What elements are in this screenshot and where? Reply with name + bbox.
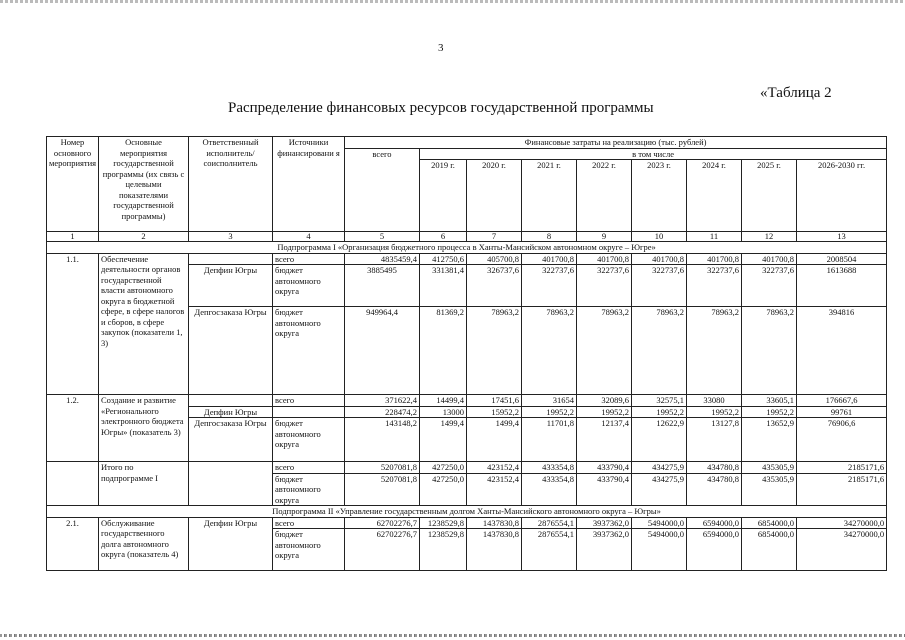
value-cell: 435305,9	[742, 473, 797, 506]
value-cell: 434780,8	[687, 473, 742, 506]
source-cell: всего	[273, 462, 345, 474]
responsible-cell: Депгосзаказа Югры	[189, 418, 273, 462]
value-cell: 1238529,8	[420, 529, 467, 571]
source-cell: бюджет автономного округа	[273, 529, 345, 571]
value-cell: 3937362,0	[577, 529, 632, 571]
value-cell: 5494000,0	[632, 529, 687, 571]
activity-number: 2.1.	[47, 517, 99, 571]
value-cell: 322737,6	[742, 265, 797, 307]
value-cell: 78963,2	[742, 307, 797, 395]
source-cell: всего	[273, 395, 345, 407]
header-year: 2020 г.	[467, 160, 522, 232]
activity-number: 1.2.	[47, 395, 99, 462]
header-financial-costs: Финансовые затраты на реализацию (тыс. рублей)	[345, 137, 887, 149]
value-cell: 5494000,0	[632, 517, 687, 529]
table-row	[47, 395, 887, 407]
value-cell: 62702276,7	[345, 517, 420, 529]
value-cell: 32575,1	[632, 395, 687, 407]
scan-edge-bottom	[0, 634, 905, 637]
value-cell: 99761	[797, 406, 887, 418]
responsible-cell: Депфин Югры	[189, 517, 273, 571]
value-cell: 19952,2	[522, 406, 577, 418]
header-year: 2022 г.	[577, 160, 632, 232]
value-cell: 6594000,0	[687, 529, 742, 571]
col-number: 6	[420, 232, 467, 242]
subprogram-1-title: Подпрограмма I «Организация бюджетного процесса в Ханты-Мансийском автономном округе – Югре»	[47, 242, 887, 254]
value-cell: 433354,8	[522, 462, 577, 474]
value-cell: 33605,1	[742, 395, 797, 407]
table-title: Распределение финансовых ресурсов государственной программы	[228, 100, 654, 116]
value-cell: 401700,8	[522, 253, 577, 265]
value-cell: 1238529,8	[420, 517, 467, 529]
header-main-activities: Основные мероприятия государственной программы (их связь с целевыми показателями государственной программы)	[99, 137, 189, 232]
col-number: 2	[99, 232, 189, 242]
value-cell: 1437830,8	[467, 529, 522, 571]
col-number: 3	[189, 232, 273, 242]
value-cell: 19952,2	[577, 406, 632, 418]
value-cell: 2185171,6	[797, 462, 887, 474]
value-cell: 1613688	[797, 265, 887, 307]
table-row	[47, 253, 887, 265]
value-cell: 32089,6	[577, 395, 632, 407]
source-cell	[273, 406, 345, 418]
value-cell: 4835459,4	[345, 253, 420, 265]
value-cell: 434780,8	[687, 462, 742, 474]
table-row	[47, 462, 887, 474]
value-cell: 17451,6	[467, 395, 522, 407]
financial-resources-table	[46, 136, 887, 571]
value-cell: 401700,8	[742, 253, 797, 265]
value-cell: 427250,0	[420, 473, 467, 506]
value-cell: 427250,0	[420, 462, 467, 474]
col-number: 9	[577, 232, 632, 242]
subprogram-2-title: Подпрограмма II «Управление государственным долгом Ханты-Мансийского автономного округа – Югры»	[47, 506, 887, 518]
value-cell: 1437830,8	[467, 517, 522, 529]
col-number: 13	[797, 232, 887, 242]
value-cell: 78963,2	[632, 307, 687, 395]
table-label: «Таблица 2	[760, 85, 832, 101]
value-cell: 2876554,1	[522, 529, 577, 571]
value-cell: 31654	[522, 395, 577, 407]
column-numbers-row	[47, 232, 887, 242]
header-total: всего	[345, 148, 420, 232]
scan-edge-top	[0, 0, 905, 3]
subprogram-1-row	[47, 242, 887, 254]
table-row	[47, 517, 887, 529]
col-number: 11	[687, 232, 742, 242]
activity-name: Обслуживание государственного долга автономного округа (показатель 4)	[99, 517, 189, 571]
value-cell: 176667,6	[797, 395, 887, 407]
header-row-1	[47, 137, 887, 149]
activity-name: Создание и развитие «Регионального электронного бюджета Югры» (показатель 3)	[99, 395, 189, 462]
value-cell: 394816	[797, 307, 887, 395]
responsible-cell: Депгосзаказа Югры	[189, 307, 273, 395]
value-cell: 76906,6	[797, 418, 887, 462]
col-number: 7	[467, 232, 522, 242]
source-cell: бюджет автономного округа	[273, 307, 345, 395]
responsible-cell: Депфин Югры	[189, 265, 273, 307]
value-cell: 3937362,0	[577, 517, 632, 529]
col-number: 10	[632, 232, 687, 242]
value-cell: 6854000,0	[742, 517, 797, 529]
value-cell: 78963,2	[577, 307, 632, 395]
value-cell: 412750,6	[420, 253, 467, 265]
header-year: 2026-2030 гг.	[797, 160, 887, 232]
value-cell: 78963,2	[467, 307, 522, 395]
col-number: 12	[742, 232, 797, 242]
value-cell: 326737,6	[467, 265, 522, 307]
value-cell: 5207081,8	[345, 473, 420, 506]
header-year: 2019 г.	[420, 160, 467, 232]
value-cell: 13000	[420, 406, 467, 418]
value-cell: 19952,2	[687, 406, 742, 418]
total-responsible-cell	[189, 462, 273, 506]
value-cell: 12622,9	[632, 418, 687, 462]
value-cell: 401700,8	[632, 253, 687, 265]
value-cell: 435305,9	[742, 462, 797, 474]
value-cell: 62702276,7	[345, 529, 420, 571]
value-cell: 78963,2	[522, 307, 577, 395]
header-year: 2024 г.	[687, 160, 742, 232]
value-cell: 434275,9	[632, 473, 687, 506]
value-cell: 2185171,6	[797, 473, 887, 506]
header-sources: Источники финансировани я	[273, 137, 345, 232]
value-cell: 3885495	[345, 265, 420, 307]
value-cell: 322737,6	[577, 265, 632, 307]
value-cell: 401700,8	[687, 253, 742, 265]
header-year: 2021 г.	[522, 160, 577, 232]
source-cell: бюджет автономного округа	[273, 418, 345, 462]
value-cell: 6594000,0	[687, 517, 742, 529]
value-cell: 15952,2	[467, 406, 522, 418]
value-cell: 34270000,0	[797, 529, 887, 571]
header-including: в том числе	[420, 148, 887, 160]
value-cell: 78963,2	[687, 307, 742, 395]
col-number: 1	[47, 232, 99, 242]
value-cell: 434275,9	[632, 462, 687, 474]
value-cell: 2008504	[797, 253, 887, 265]
value-cell: 13652,9	[742, 418, 797, 462]
value-cell: 13127,8	[687, 418, 742, 462]
value-cell: 81369,2	[420, 307, 467, 395]
value-cell: 433790,4	[577, 462, 632, 474]
source-cell: бюджет автономного округа	[273, 265, 345, 307]
value-cell: 12137,4	[577, 418, 632, 462]
value-cell: 322737,6	[522, 265, 577, 307]
responsible-cell	[189, 253, 273, 265]
source-cell: всего	[273, 253, 345, 265]
value-cell: 331381,4	[420, 265, 467, 307]
total-empty-cell	[47, 462, 99, 506]
value-cell: 322737,6	[632, 265, 687, 307]
value-cell: 6854000,0	[742, 529, 797, 571]
value-cell: 33080	[687, 395, 742, 407]
subprogram-2-row	[47, 506, 887, 518]
header-number: Номер основного мероприятия	[47, 137, 99, 232]
value-cell: 1499,4	[467, 418, 522, 462]
value-cell: 371622,4	[345, 395, 420, 407]
source-cell: всего	[273, 517, 345, 529]
value-cell: 401700,8	[577, 253, 632, 265]
header-year: 2025 г.	[742, 160, 797, 232]
value-cell: 11701,8	[522, 418, 577, 462]
value-cell: 14499,4	[420, 395, 467, 407]
value-cell: 143148,2	[345, 418, 420, 462]
page-number: 3	[438, 42, 444, 54]
value-cell: 5207081,8	[345, 462, 420, 474]
value-cell: 2876554,1	[522, 517, 577, 529]
value-cell: 433790,4	[577, 473, 632, 506]
value-cell: 34270000,0	[797, 517, 887, 529]
value-cell: 423152,4	[467, 473, 522, 506]
value-cell: 228474,2	[345, 406, 420, 418]
responsible-cell: Депфин Югры	[189, 406, 273, 418]
value-cell: 19952,2	[632, 406, 687, 418]
col-number: 5	[345, 232, 420, 242]
total-label: Итого по подпрограмме I	[99, 462, 189, 506]
value-cell: 433354,8	[522, 473, 577, 506]
value-cell: 405700,8	[467, 253, 522, 265]
value-cell: 423152,4	[467, 462, 522, 474]
value-cell: 322737,6	[687, 265, 742, 307]
value-cell: 949964,4	[345, 307, 420, 395]
responsible-cell	[189, 395, 273, 407]
activity-number: 1.1.	[47, 253, 99, 395]
value-cell: 19952,2	[742, 406, 797, 418]
activity-name: Обеспечение деятельности органов государственной власти автономного округа в бюджетной сфере, в сфере налогов и сборов, в сфере закупок (показатели 1, 3)	[99, 253, 189, 395]
col-number: 4	[273, 232, 345, 242]
col-number: 8	[522, 232, 577, 242]
header-responsible: Ответственный исполнитель/ соисполнитель	[189, 137, 273, 232]
source-cell: бюджет автономного округа	[273, 473, 345, 506]
value-cell: 1499,4	[420, 418, 467, 462]
header-year: 2023 г.	[632, 160, 687, 232]
